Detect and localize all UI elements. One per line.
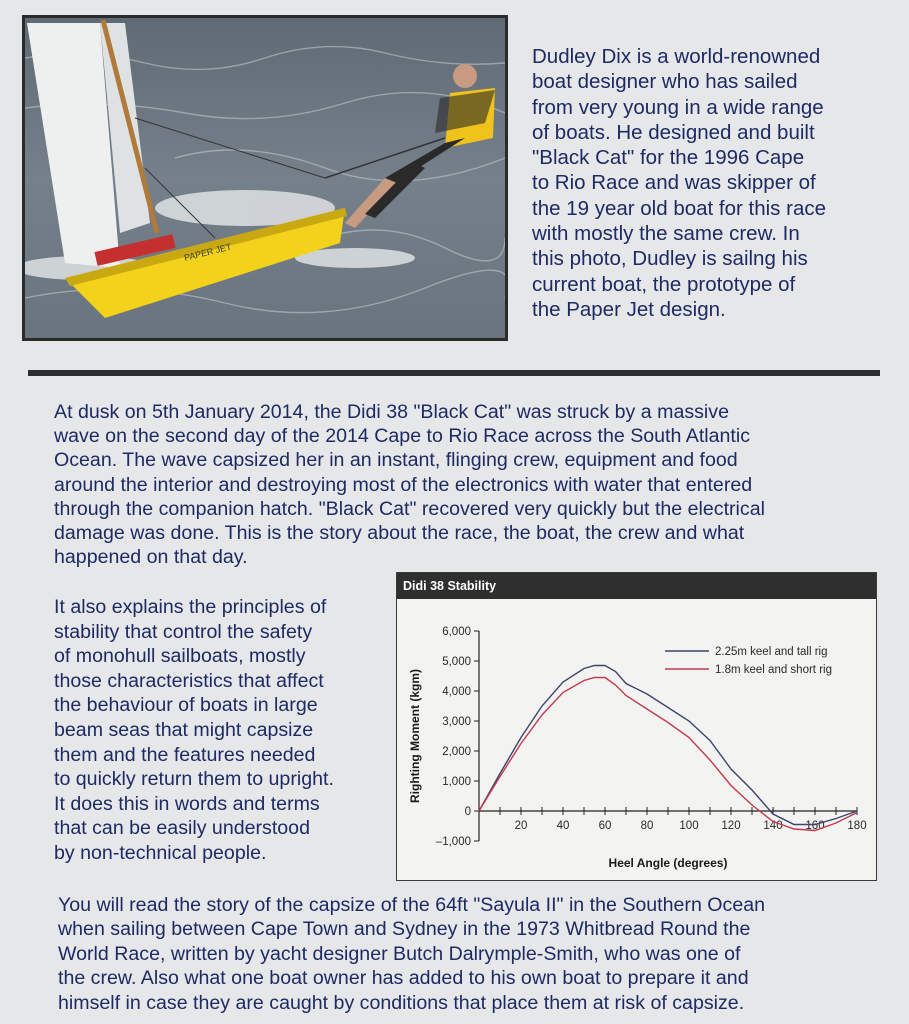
legend-label-1: 2.25m keel and tall rig bbox=[715, 646, 828, 658]
x-tick-label: 120 bbox=[721, 820, 741, 832]
paragraph-line: the crew. Also what one boat owner has added to his own boat to prepare it and bbox=[58, 967, 749, 990]
intro-line: to Rio Race and was skipper of bbox=[532, 171, 816, 195]
paragraph-line: to quickly return them to upright. bbox=[54, 768, 334, 791]
paragraph-line: of monohull sailboats, mostly bbox=[54, 645, 306, 668]
chart-title: Didi 38 Stability bbox=[397, 573, 876, 599]
paragraph-line: when sailing between Cape Town and Sydney in the 1973 Whitbread Round the bbox=[58, 918, 751, 941]
sayula-paragraph bbox=[58, 893, 878, 1015]
intro-line: of boats. He designed and built bbox=[532, 120, 815, 144]
x-tick-label: 100 bbox=[679, 820, 699, 832]
x-tick-label: 140 bbox=[763, 820, 783, 832]
paragraph-line: Ocean. The wave capsized her in an instant, flinging crew, equipment and food bbox=[54, 449, 738, 472]
intro-line: from very young in a wide range bbox=[532, 95, 824, 119]
paragraph-line: You will read the story of the capsize of the 64ft "Sayula II" in the Southern Ocean bbox=[58, 894, 766, 916]
stability-paragraph bbox=[54, 595, 384, 866]
intro-line: boat designer who has sailed bbox=[532, 70, 798, 94]
y-tick-label: –1,000 bbox=[435, 836, 471, 848]
x-tick-label: 80 bbox=[640, 820, 654, 832]
paragraph-line: around the interior and destroying most of the electronics with water that entered bbox=[54, 473, 753, 496]
x-axis-title: Heel Angle (degrees) bbox=[608, 856, 728, 870]
sailing-dinghy-photo-icon bbox=[25, 18, 505, 338]
legend-label-2: 1.8m keel and short rig bbox=[715, 664, 832, 676]
intro-line: the Paper Jet design. bbox=[532, 297, 726, 321]
y-tick-label: 3,000 bbox=[442, 716, 471, 728]
hull-text: PAPER JET bbox=[183, 241, 233, 263]
stability-chart bbox=[396, 572, 877, 881]
paragraph-line: them and the features needed bbox=[54, 743, 316, 766]
intro-line: with mostly the same crew. In bbox=[532, 222, 800, 246]
y-tick-label: 0 bbox=[464, 806, 471, 818]
intro-line: the 19 year old boat for this race bbox=[532, 196, 827, 220]
paragraph-line: beam seas that might capsize bbox=[54, 718, 314, 741]
paragraph-line: It does this in words and terms bbox=[54, 792, 320, 815]
intro-text bbox=[532, 44, 882, 322]
paragraph-line: happened on that day. bbox=[54, 546, 248, 569]
y-axis-title: Righting Moment (kgm) bbox=[408, 669, 422, 803]
paragraph-line: At dusk on 5th January 2014, the Didi 38 "Black Cat" was struck by a massive bbox=[54, 401, 729, 423]
paragraph-line: damage was done. This is the story about the race, the boat, the crew and what bbox=[54, 522, 745, 545]
x-tick-label: 180 bbox=[847, 820, 867, 832]
x-tick-label: 40 bbox=[556, 820, 570, 832]
chart-plot bbox=[397, 599, 875, 879]
paragraph-line: by non-technical people. bbox=[54, 841, 267, 864]
x-tick-label: 60 bbox=[598, 820, 612, 832]
y-tick-label: 4,000 bbox=[442, 686, 471, 698]
x-tick-label: 20 bbox=[514, 820, 528, 832]
paragraph-line: the behaviour of boats in large bbox=[54, 694, 318, 717]
section-divider bbox=[28, 370, 880, 376]
paragraph-line: that can be easily understood bbox=[54, 817, 310, 840]
story-paragraph bbox=[54, 400, 874, 569]
y-tick-label: 6,000 bbox=[442, 626, 471, 638]
paragraph-line: It also explains the principles of bbox=[54, 596, 327, 618]
sailing-photo bbox=[22, 15, 508, 341]
intro-line: Dudley Dix is a world-renowned bbox=[532, 45, 821, 68]
paragraph-line: himself in case they are caught by conditions that place them at risk of capsize. bbox=[58, 991, 745, 1014]
paragraph-line: those characteristics that affect bbox=[54, 669, 324, 692]
y-tick-label: 5,000 bbox=[442, 656, 471, 668]
paragraph-line: World Race, written by yacht designer Butch Dalrymple-Smith, who was one of bbox=[58, 942, 741, 965]
series-line-1 bbox=[479, 666, 857, 825]
intro-line: this photo, Dudley is sailng his bbox=[532, 247, 808, 271]
y-tick-label: 2,000 bbox=[442, 746, 471, 758]
x-tick-label: 160 bbox=[805, 820, 825, 832]
paragraph-line: stability that control the safety bbox=[54, 620, 313, 643]
y-tick-label: 1,000 bbox=[442, 776, 471, 788]
intro-line: current boat, the prototype of bbox=[532, 272, 796, 296]
paragraph-line: through the companion hatch. "Black Cat" recovered very quickly but the electrical bbox=[54, 497, 765, 520]
intro-line: "Black Cat" for the 1996 Cape bbox=[532, 146, 805, 170]
paragraph-line: wave on the second day of the 2014 Cape to Rio Race across the South Atlantic bbox=[54, 425, 751, 448]
